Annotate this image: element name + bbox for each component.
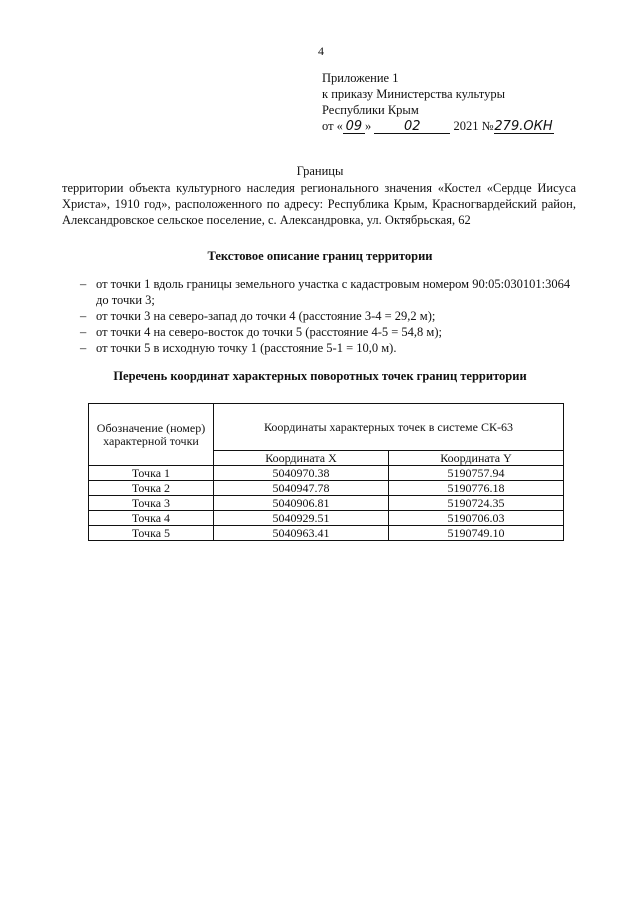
table-row xyxy=(89,526,564,541)
header-coordinate-x: Координата X xyxy=(214,451,389,466)
table-row xyxy=(89,511,564,526)
cell-x: 5040929.51 xyxy=(214,511,389,526)
cell-y: 5190757.94 xyxy=(388,466,563,481)
cell-point: Точка 4 xyxy=(89,511,214,526)
document-title: Границы xyxy=(296,164,344,178)
page-number: 4 xyxy=(318,44,324,58)
list-dash: – xyxy=(80,309,87,323)
list-dash: – xyxy=(80,341,87,355)
header-point-designation: Обозначение (номер) характерной точки xyxy=(89,404,214,466)
list-item-text: от точки 4 на северо-восток до точки 5 (расстояние 4-5 = 54,8 м); xyxy=(96,325,442,339)
section-heading-coordinates: Перечень координат характерных поворотных точек границ территории xyxy=(113,369,527,383)
date-day: 09 xyxy=(343,120,365,134)
list-dash: – xyxy=(80,277,87,291)
cell-x: 5040970.38 xyxy=(214,466,389,481)
list-item xyxy=(80,308,580,324)
appendix-block xyxy=(322,70,554,134)
boundary-description-list xyxy=(80,276,580,356)
appendix-line-3: Республики Крым xyxy=(322,103,419,117)
cell-y: 5190706.03 xyxy=(388,511,563,526)
cell-x: 5040947.78 xyxy=(214,481,389,496)
appendix-line-1: Приложение 1 xyxy=(322,71,399,85)
list-item-text: от точки 1 вдоль границы земельного участка с кадастровым номером 90:05:030101:3064 до точки 3; xyxy=(96,277,571,307)
cell-point: Точка 2 xyxy=(89,481,214,496)
list-item xyxy=(80,276,580,308)
section-heading-text-description: Текстовое описание границ территории xyxy=(207,249,433,263)
date-year: 2021 № xyxy=(453,119,494,133)
date-month: 02 xyxy=(374,120,450,134)
header-coordinate-system: Координаты характерных точек в системе СК-63 xyxy=(214,404,564,451)
cell-x: 5040963.41 xyxy=(214,526,389,541)
list-item-text: от точки 3 на северо-запад до точки 4 (расстояние 3-4 = 29,2 м); xyxy=(96,309,436,323)
list-item xyxy=(80,340,580,356)
cell-point: Точка 1 xyxy=(89,466,214,481)
appendix-date-line xyxy=(322,118,554,134)
date-day-suffix: » xyxy=(364,119,372,133)
cell-x: 5040906.81 xyxy=(214,496,389,511)
list-item xyxy=(80,324,580,340)
header-coordinate-y: Координата Y xyxy=(388,451,563,466)
date-prefix: от « xyxy=(322,119,343,133)
cell-y: 5190749.10 xyxy=(388,526,563,541)
appendix-line-2: к приказу Министерства культуры xyxy=(322,87,505,101)
list-item-text: от точки 5 в исходную точку 1 (расстояние 5-1 = 10,0 м). xyxy=(96,341,397,355)
object-description: территории объекта культурного наследия регионального значения «Костел «Сердце Иисуса Христа», 1910 год», расположенного по адресу: Республика Крым, Красногвардейский район, Александровское сельское поселение, с. Александровка, ул. Октябрьская, 62 xyxy=(62,181,576,227)
coordinates-table xyxy=(88,403,564,541)
table-row xyxy=(89,466,564,481)
cell-point: Точка 5 xyxy=(89,526,214,541)
cell-y: 5190776.18 xyxy=(388,481,563,496)
cell-y: 5190724.35 xyxy=(388,496,563,511)
table-row xyxy=(89,481,564,496)
order-number: 279.ОКН xyxy=(494,119,553,134)
table-row xyxy=(89,496,564,511)
table-header-row xyxy=(89,404,564,451)
cell-point: Точка 3 xyxy=(89,496,214,511)
list-dash: – xyxy=(80,325,87,339)
